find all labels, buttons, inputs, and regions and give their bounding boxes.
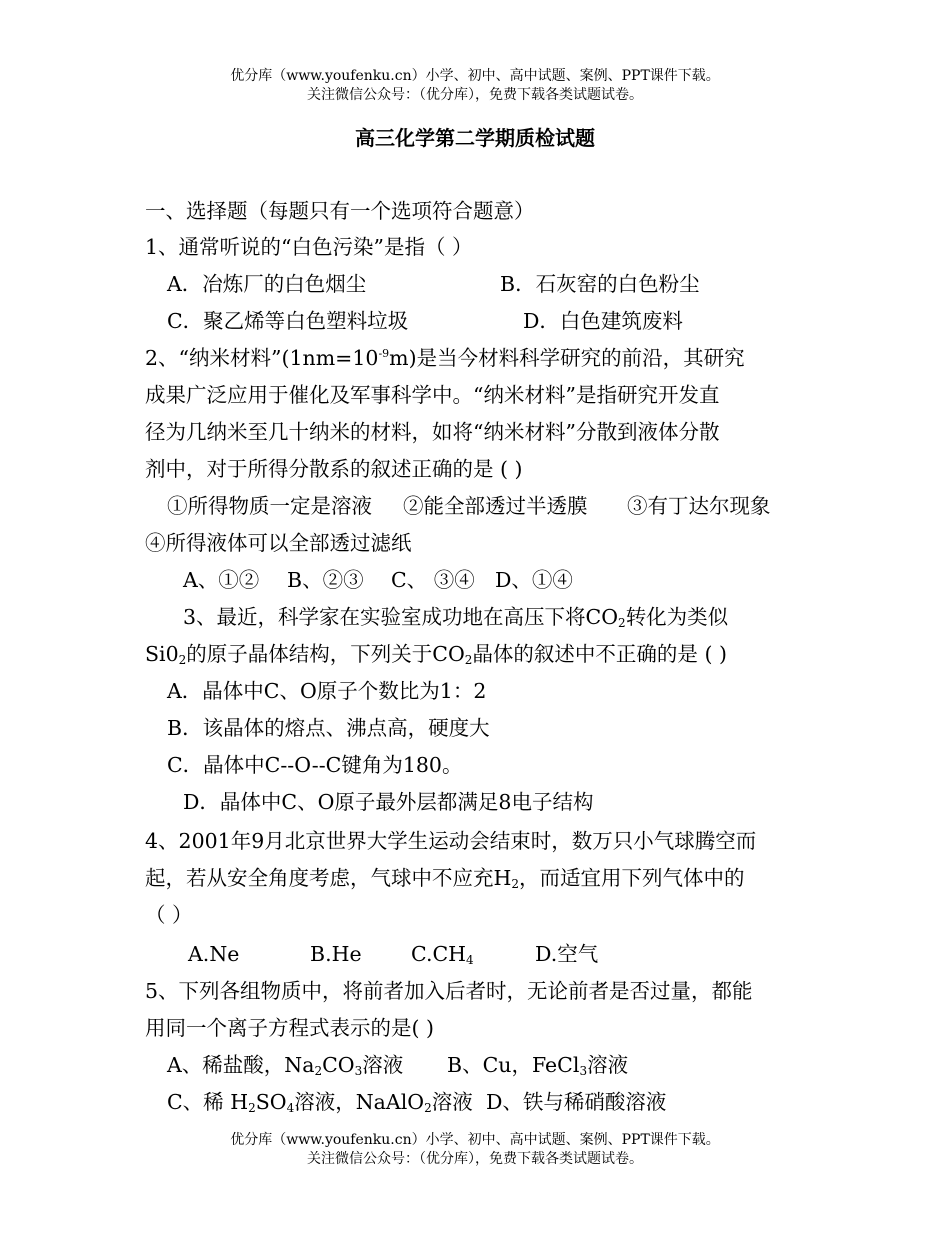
q3-sub-3: 2: [464, 653, 473, 667]
q4-option-b: B.He: [310, 942, 362, 966]
q1-stem: 1、通常听说的“白色污染”是指（ ）: [145, 235, 473, 259]
q1-option-d: D．白色建筑废料: [523, 309, 683, 333]
q4-line-2a: 起，若从安全角度考虑，气球中不应充H: [145, 866, 512, 890]
page-title: 高三化学第二学期质检试题: [355, 126, 595, 150]
q2-statement-3: ③有丁达尔现象: [627, 494, 771, 518]
q4-sub-1: 2: [511, 877, 520, 891]
q5-c-text-2: SO: [255, 1090, 287, 1114]
q3-line-1: [183, 602, 728, 632]
q5-option-b: [447, 1050, 628, 1080]
q3-option-c: C．晶体中C--O--C键角为180。: [167, 753, 463, 777]
footer-line-1: 优分库（www.youfenku.cn）小学、初中、高中试题、案例、PPT课件下载。: [230, 1132, 720, 1148]
q5-line-1: 5、下列各组物质中，将前者加入后者时，无论前者是否过量，都能: [145, 979, 753, 1003]
q5-a-sub-1: 2: [314, 1064, 323, 1078]
q5-c-sub-3: 2: [424, 1101, 432, 1115]
q5-option-d: D、铁与稀硝酸溶液: [486, 1090, 667, 1114]
q4-option-c: [411, 939, 474, 969]
section-heading: 一、选择题（每题只有一个选项符合题意）: [145, 199, 535, 223]
q4-sub-2: 4: [466, 953, 474, 967]
footer-line-2: 关注微信公众号：（优分库），免费下载各类试题试卷。: [307, 1151, 643, 1167]
q5-a-text-1: A、稀盐酸，Na: [167, 1053, 315, 1077]
q2-option-b: B、②③: [287, 568, 364, 592]
q5-c-text-4: 溶液: [431, 1090, 473, 1114]
q5-c-sub-1: 2: [248, 1101, 256, 1115]
q3-line-2a: Si0: [145, 642, 179, 666]
q2-option-a: A、①②: [183, 568, 260, 592]
q5-c-text-3: 溶液，NaAlO: [294, 1090, 425, 1114]
q5-b-text-2: 溶液: [587, 1053, 629, 1077]
q3-line-2: [145, 639, 727, 669]
q5-a-sub-2: 3: [354, 1064, 363, 1078]
q5-c-sub-2: 4: [286, 1101, 295, 1115]
q5-a-text-2: CO: [322, 1053, 355, 1077]
q4-option-d: D.空气: [535, 942, 599, 966]
q2-line-1: [145, 343, 745, 373]
q2-option-c: C、 ③④: [391, 568, 475, 592]
q2-statement-2: ②能全部透过半透膜: [403, 494, 588, 518]
q2-option-d: D、①④: [495, 568, 573, 592]
q2-line-1a: 2、“纳米材料”(1nm=10: [145, 346, 379, 370]
q3-sub-2: 2: [178, 653, 187, 667]
q2-statement-4: ④所得液体可以全部透过滤纸: [145, 531, 412, 555]
q5-line-2: 用同一个离子方程式表示的是( ): [145, 1016, 435, 1040]
q1-option-c: C．聚乙烯等白色塑料垃圾: [167, 309, 409, 333]
q3-line-2c: 晶体的叙述中不正确的是 ( ): [472, 642, 727, 666]
q3-sub-1: 2: [618, 616, 626, 630]
q2-line-3: 径为几纳米至几十纳米的材料，如将“纳米材料”分散到液体分散: [145, 420, 720, 444]
q5-a-text-3: 溶液: [362, 1053, 404, 1077]
q3-option-a: A．晶体中C、O原子个数比为1：2: [167, 679, 487, 703]
q3-line-2b: 的原子晶体结构，下列关于CO: [186, 642, 465, 666]
q3-option-b: B．该晶体的熔点、沸点高，硬度大: [167, 716, 490, 740]
q3-line-1b: 转化为类似: [625, 605, 729, 629]
q2-line-1b: m)是当今材料科学研究的前沿，其研究: [389, 346, 745, 370]
q4-line-3: （ ）: [145, 903, 193, 927]
q3-option-d: D．晶体中C、O原子最外层都满足8电子结构: [183, 790, 594, 814]
q5-option-a: [167, 1050, 403, 1080]
q4-line-2b: ，而适宜用下列气体中的: [519, 866, 745, 890]
q1-option-b: B．石灰窑的白色粉尘: [500, 272, 700, 296]
q4-option-a: A.Ne: [188, 942, 240, 966]
q5-b-text-1: B、Cu，FeCl: [447, 1053, 580, 1077]
q3-line-1a: 3、最近，科学家在实验室成功地在高压下将CO: [183, 605, 619, 629]
q5-b-sub: 3: [579, 1064, 588, 1078]
q2-statement-1: ①所得物质一定是溶液: [167, 494, 372, 518]
q4-line-2: [145, 863, 745, 893]
q1-option-a: A．冶炼厂的白色烟尘: [167, 272, 367, 296]
q5-option-c: [167, 1087, 473, 1117]
q4-line-1: 4、2001年9月北京世界大学生运动会结束时，数万只小气球腾空而: [145, 829, 757, 853]
q5-c-text-1: C、稀 H: [167, 1090, 249, 1114]
q2-line-2: 成果广泛应用于催化及军事科学中。“纳米材料”是指研究开发直: [145, 383, 720, 407]
header-line-1: 优分库（www.youfenku.cn）小学、初中、高中试题、案例、PPT课件下载。: [230, 68, 720, 84]
q2-exponent: -9: [378, 347, 390, 360]
q4-option-c-text: C.CH: [411, 942, 467, 966]
header-line-2: 关注微信公众号：（优分库），免费下载各类试题试卷。: [307, 87, 643, 103]
q2-line-4: 剂中，对于所得分散系的叙述正确的是 ( ): [145, 457, 523, 481]
